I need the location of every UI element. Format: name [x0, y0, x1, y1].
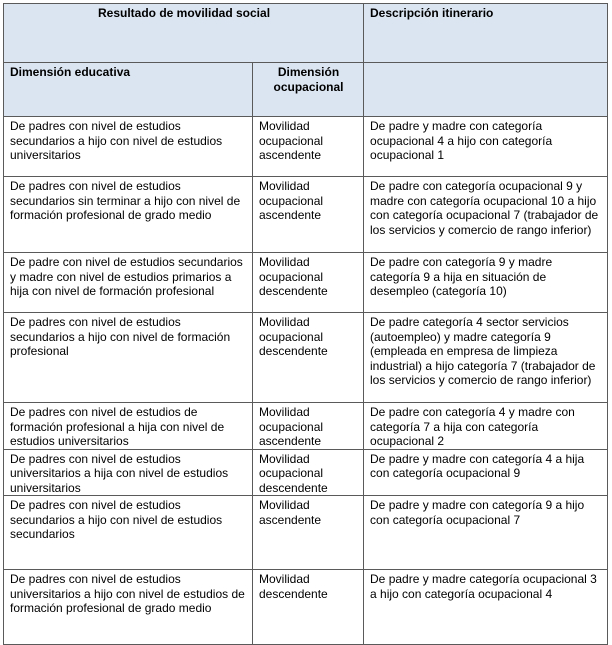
table-row [4, 449, 608, 496]
cell-ocupacional: Movilidad ocupacional ascendente [253, 117, 364, 177]
cell-educativa: De padre con nivel de estudios secundarios y madre con nivel de estudios primarios a hija con nivel de formación profesional [4, 253, 253, 313]
table-row [4, 403, 608, 450]
cell-ocupacional: Movilidad ocupacional ascendente [253, 177, 364, 253]
cell-educativa: De padres con nivel de estudios universitarios a hija con nivel de estudios universitarios [4, 449, 253, 496]
cell-educativa: De padres con nivel de estudios universitarios a hijo con nivel de estudios de formación profesional de grado medio [4, 570, 253, 645]
cell-educativa: De padres con nivel de estudios de formación profesional a hija con nivel de estudios universitarios [4, 403, 253, 450]
cell-educativa: De padres con nivel de estudios secundarios a hijo con nivel de formación profesional [4, 313, 253, 403]
cell-ocupacional: Movilidad ascendente [253, 496, 364, 570]
header-dim-ocupacional: Dimensión ocupacional [253, 63, 364, 117]
table-row [4, 496, 608, 570]
header-dim-educativa: Dimensión educativa [4, 63, 253, 117]
cell-ocupacional: Movilidad ocupacional descendente [253, 313, 364, 403]
table-row [4, 253, 608, 313]
cell-ocupacional: Movilidad ocupacional descendente [253, 253, 364, 313]
cell-educativa: De padres con nivel de estudios secundarios a hijo con nivel de estudios universitarios [4, 117, 253, 177]
header-descripcion: Descripción itinerario [364, 4, 608, 63]
cell-ocupacional: Movilidad ocupacional ascendente [253, 403, 364, 450]
table-row [4, 177, 608, 253]
header-resultado: Resultado de movilidad social [4, 4, 364, 63]
cell-educativa: De padres con nivel de estudios secundarios sin terminar a hijo con nivel de formación profesional de grado medio [4, 177, 253, 253]
cell-ocupacional: Movilidad ocupacional descendente [253, 449, 364, 496]
cell-descripcion: De padre con categoría 4 y madre con categoría 7 a hija con categoría ocupacional 2 [364, 403, 608, 450]
cell-descripcion: De padre categoría 4 sector servicios (autoempleo) y madre categoría 9 (empleada en empresa de limpieza industrial) a hijo categoría 7 (trabajador de los servicios y comercio de rango inferior) [364, 313, 608, 403]
table-row [4, 117, 608, 177]
cell-descripcion: De padre con categoría ocupacional 9 y madre con categoría ocupacional 10 a hijo con categoría ocupacional 7 (trabajador de los servicios y comercio de rango inferior) [364, 177, 608, 253]
cell-descripcion: De padre y madre con categoría 9 a hijo con categoría ocupacional 7 [364, 496, 608, 570]
header-row-sub [4, 63, 608, 117]
cell-educativa: De padres con nivel de estudios secundarios a hijo con nivel de estudios secundarios [4, 496, 253, 570]
cell-ocupacional: Movilidad descendente [253, 570, 364, 645]
header-empty-cell [364, 63, 608, 117]
mobility-table [3, 3, 608, 645]
cell-descripcion: De padre y madre con categoría ocupacional 4 a hijo con categoría ocupacional 1 [364, 117, 608, 177]
table-row [4, 570, 608, 645]
table-row [4, 313, 608, 403]
header-row-top [4, 4, 608, 63]
cell-descripcion: De padre con categoría 9 y madre categoría 9 a hija en situación de desempleo (categoría 10) [364, 253, 608, 313]
cell-descripcion: De padre y madre categoría ocupacional 3 a hijo con categoría ocupacional 4 [364, 570, 608, 645]
cell-descripcion: De padre y madre con categoría 4 a hija con categoría ocupacional 9 [364, 449, 608, 496]
